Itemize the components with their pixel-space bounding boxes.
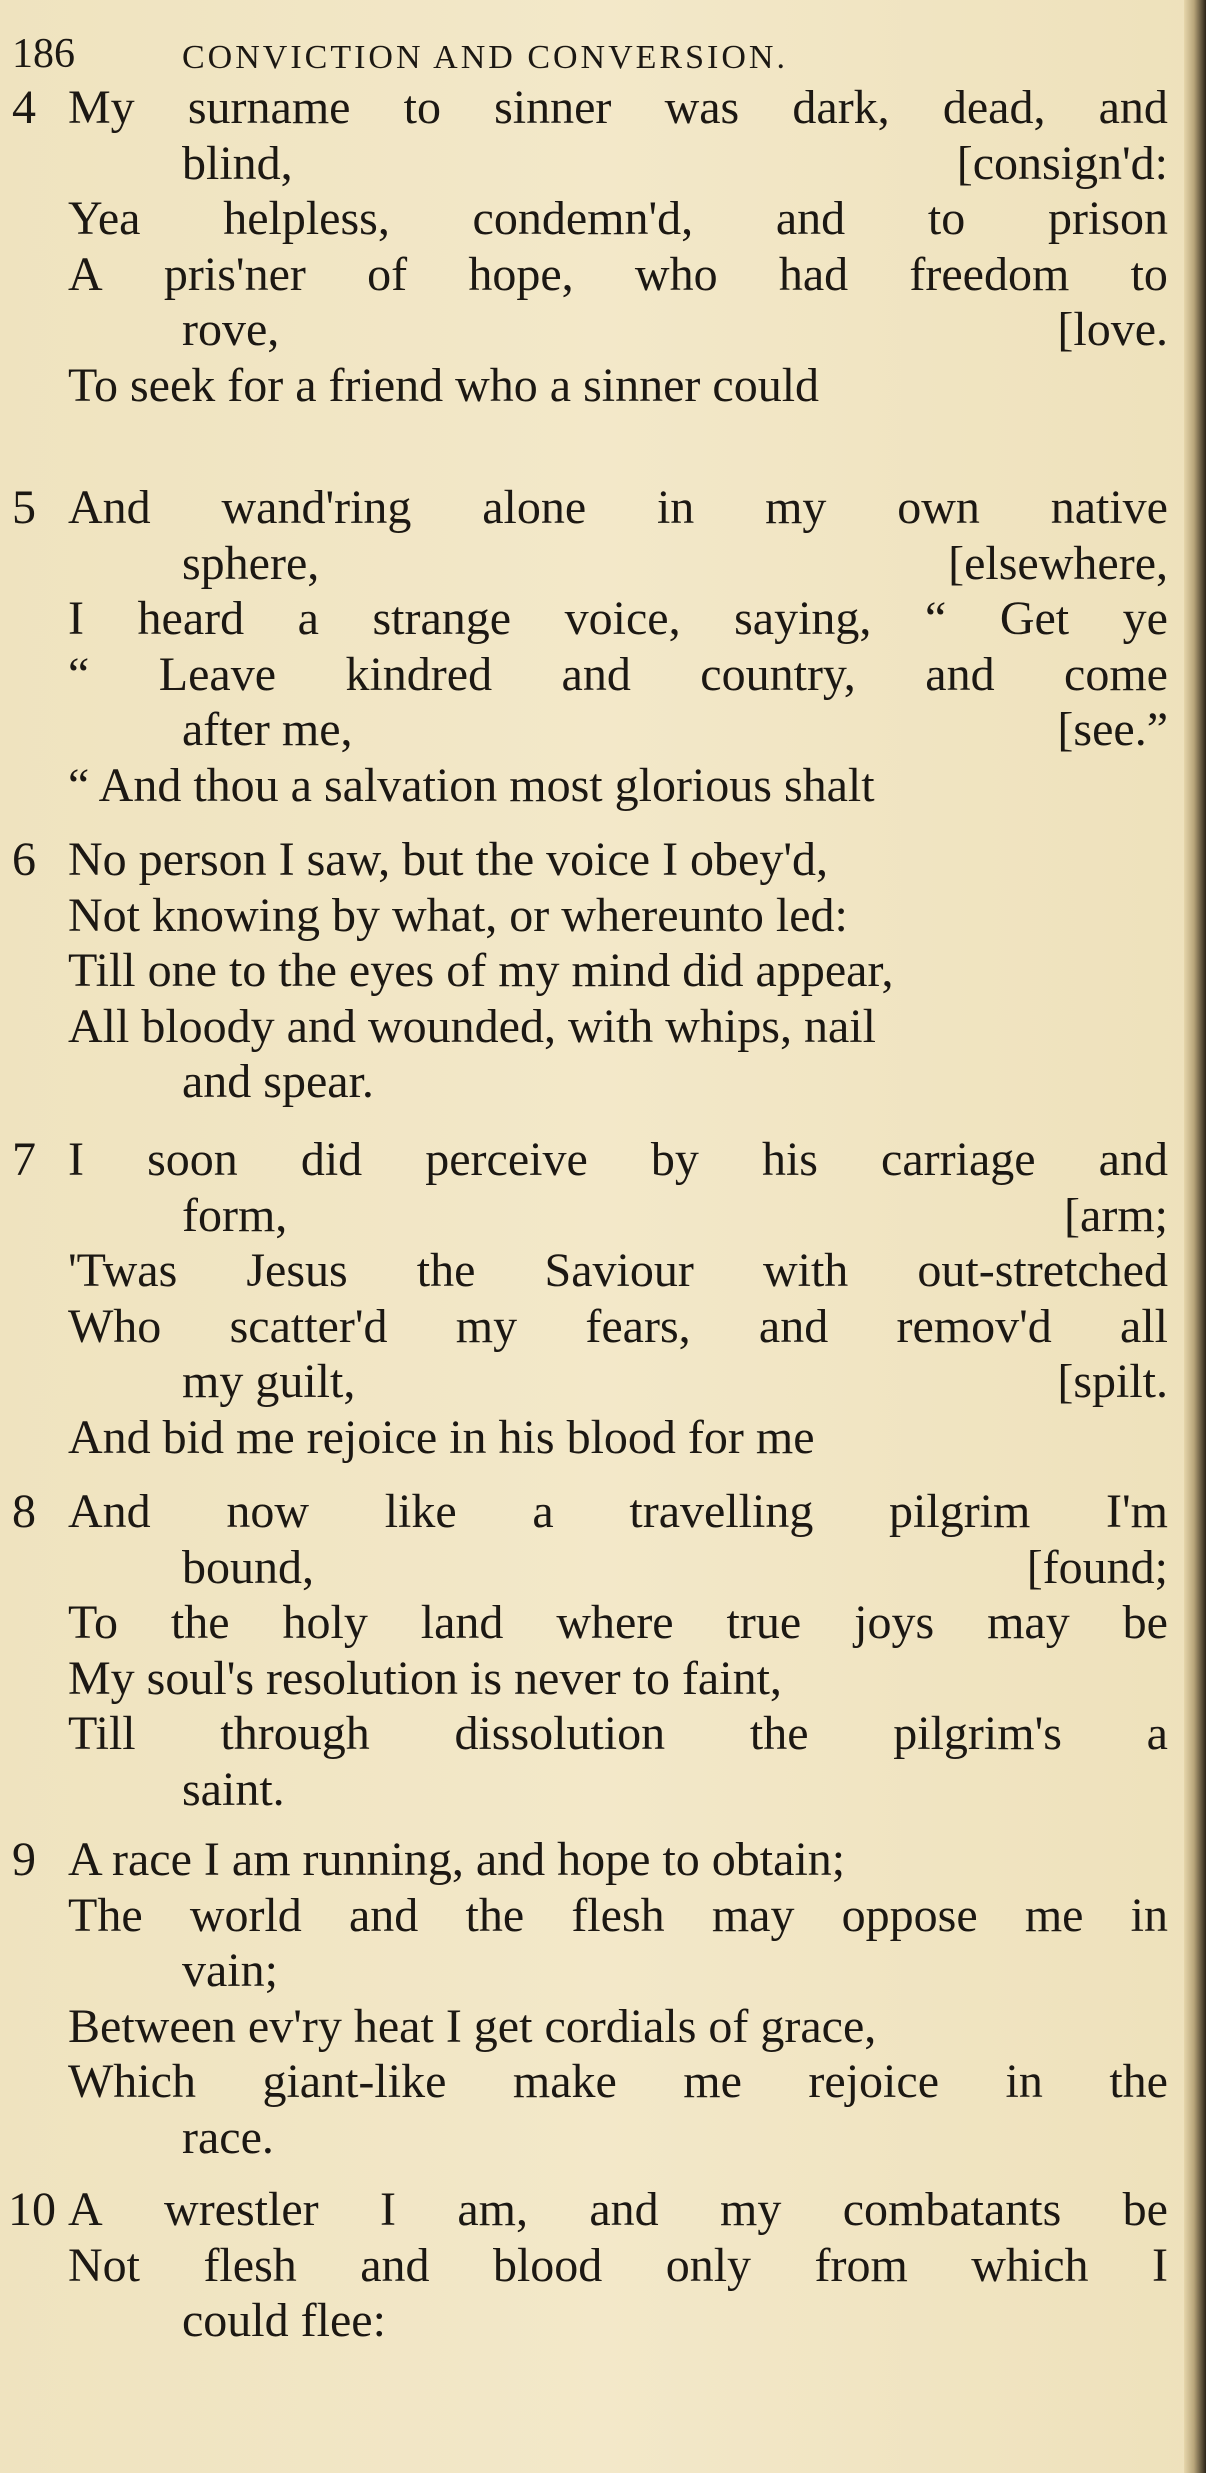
verse-line-text bbox=[68, 247, 1168, 303]
word: the bbox=[1109, 2055, 1168, 2108]
line-words: saint. bbox=[182, 1762, 285, 1816]
verse-line bbox=[0, 647, 1180, 703]
verse-line-text bbox=[68, 758, 1168, 814]
verse-line bbox=[0, 2110, 1180, 2166]
word: with bbox=[762, 1244, 849, 1297]
word: pilgrim's bbox=[893, 1707, 1062, 1760]
word: flesh bbox=[203, 2238, 297, 2292]
verse-line bbox=[0, 1354, 1180, 1410]
word: am, bbox=[457, 2183, 528, 2236]
verse-line bbox=[0, 1832, 1180, 1888]
word: giant-like bbox=[262, 2055, 447, 2108]
line-words: form, bbox=[182, 1188, 288, 1242]
line-words: and spear. bbox=[182, 1055, 374, 1108]
word: A bbox=[68, 247, 103, 301]
word: condemn'd, bbox=[472, 192, 694, 245]
turnover-words: [love. bbox=[1057, 303, 1168, 356]
verse-line bbox=[0, 80, 1180, 136]
turnover-words: [elsewhere, bbox=[948, 536, 1168, 590]
verse-line bbox=[0, 1188, 1180, 1244]
word: flesh bbox=[571, 1888, 665, 1942]
word: combatants bbox=[842, 2183, 1062, 2236]
verse-line bbox=[0, 758, 1180, 814]
word: blood bbox=[492, 2238, 603, 2292]
verse-line bbox=[0, 1888, 1180, 1944]
word: Leave bbox=[158, 647, 276, 701]
verse-line bbox=[0, 2293, 1180, 2349]
word: sinner bbox=[494, 81, 612, 134]
turnover-words: [found; bbox=[1026, 1540, 1168, 1594]
line-words: Till one to the eyes of my mind did appear, bbox=[68, 944, 894, 997]
verse-line bbox=[0, 1484, 1180, 1540]
verse-line bbox=[0, 702, 1180, 758]
word: me bbox=[1024, 1888, 1084, 1942]
word: which bbox=[971, 2238, 1089, 2292]
word: Jesus bbox=[246, 1244, 348, 1297]
verse-line-text bbox=[68, 2054, 1168, 2110]
running-head: CONVICTION AND CONVERSION. bbox=[182, 39, 788, 76]
verse-number: 5 bbox=[12, 481, 36, 534]
verse-line-text bbox=[68, 80, 1168, 136]
line-words: rove, bbox=[182, 303, 280, 356]
verse-line-text bbox=[68, 1595, 1168, 1651]
verse-line-text bbox=[68, 480, 1168, 536]
verse-number: 9 bbox=[12, 1833, 36, 1886]
word: A bbox=[68, 2183, 103, 2236]
word: wrestler bbox=[164, 2183, 319, 2236]
verse-line bbox=[0, 943, 1180, 999]
word: by bbox=[650, 1133, 699, 1186]
word: and bbox=[360, 2238, 430, 2292]
word: I bbox=[379, 2183, 396, 2236]
verse-line bbox=[0, 832, 1180, 888]
word: from bbox=[814, 2238, 908, 2292]
word: and bbox=[758, 1299, 829, 1353]
turnover-words: [arm; bbox=[1064, 1188, 1168, 1242]
verse-line-text bbox=[68, 1410, 1168, 1466]
verse-line bbox=[0, 247, 1180, 303]
word: where bbox=[556, 1596, 674, 1649]
word: rejoice bbox=[808, 2055, 939, 2108]
line-words: my guilt, bbox=[182, 1355, 356, 1408]
verse-line-text bbox=[68, 191, 1168, 247]
word: my bbox=[720, 2183, 782, 2236]
word: to bbox=[403, 81, 441, 134]
verse-line bbox=[0, 591, 1180, 647]
turnover-words: [consign'd: bbox=[956, 136, 1168, 190]
word: country, bbox=[700, 647, 856, 701]
line-words: Between ev'ry heat I get cordials of grace, bbox=[68, 1999, 877, 2053]
word: carriage bbox=[881, 1133, 1036, 1186]
verse-line-text bbox=[68, 1484, 1168, 1540]
word: remov'd bbox=[896, 1299, 1052, 1353]
word: “ bbox=[924, 592, 947, 645]
verse-line-text bbox=[68, 1832, 1168, 1888]
word: his bbox=[761, 1133, 818, 1186]
word: I bbox=[1152, 2238, 1168, 2292]
verse-line-text bbox=[182, 702, 1168, 758]
verse-line-text bbox=[182, 536, 1168, 592]
verse-line-text bbox=[68, 1999, 1168, 2055]
word: joys bbox=[854, 1596, 935, 1649]
line-words: vain; bbox=[182, 1944, 278, 1997]
word: To bbox=[68, 1596, 118, 1649]
verse-line bbox=[0, 1243, 1180, 1299]
line-words: And bid me rejoice in his blood for me bbox=[68, 1410, 815, 1464]
verse-number: 8 bbox=[12, 1485, 36, 1538]
word: wand'ring bbox=[221, 481, 412, 534]
verse-line bbox=[0, 1540, 1180, 1596]
word: in bbox=[1130, 1888, 1168, 1942]
word: And bbox=[68, 1485, 151, 1538]
verse-line-text bbox=[182, 1054, 1168, 1110]
verse-line bbox=[0, 1706, 1180, 1762]
word: helpless, bbox=[223, 192, 390, 245]
word: prison bbox=[1047, 192, 1168, 245]
word: And bbox=[68, 481, 151, 534]
word: come bbox=[1064, 647, 1168, 701]
word: ye bbox=[1122, 592, 1168, 645]
word: only bbox=[665, 2238, 752, 2292]
verse-number: 4 bbox=[12, 81, 36, 134]
word: like bbox=[384, 1485, 457, 1538]
verse-line bbox=[0, 1651, 1180, 1707]
word: I bbox=[68, 592, 84, 645]
verse-line bbox=[0, 2182, 1180, 2238]
word: I'm bbox=[1106, 1485, 1168, 1538]
verse-line-text bbox=[68, 1651, 1168, 1707]
word: all bbox=[1120, 1299, 1168, 1353]
verse-line-text bbox=[182, 2110, 1168, 2166]
word: Get bbox=[999, 592, 1070, 645]
verse-line-text bbox=[68, 832, 1168, 888]
word: who bbox=[634, 247, 718, 301]
verse-line-text bbox=[68, 647, 1168, 703]
word: a bbox=[297, 592, 319, 645]
word: world bbox=[189, 1888, 302, 1942]
word: freedom bbox=[909, 247, 1070, 301]
line-words: To seek for a friend who a sinner could bbox=[68, 358, 820, 412]
word: in bbox=[1005, 2055, 1043, 2108]
word: my bbox=[765, 481, 827, 534]
verse-line-text bbox=[68, 888, 1168, 944]
verse-line bbox=[0, 358, 1180, 414]
word: be bbox=[1122, 1596, 1168, 1649]
verse-line bbox=[0, 536, 1180, 592]
word: kindred bbox=[345, 647, 493, 701]
word: perceive bbox=[425, 1133, 588, 1186]
word: to bbox=[1130, 247, 1168, 301]
verse-line bbox=[0, 480, 1180, 536]
word: may bbox=[987, 1596, 1070, 1649]
word: Which bbox=[68, 2055, 196, 2108]
verse-line bbox=[0, 888, 1180, 944]
word: scatter'd bbox=[229, 1299, 388, 1353]
verse-line-text bbox=[182, 1188, 1168, 1244]
verse-line-text bbox=[182, 1943, 1168, 1999]
word: I bbox=[68, 1133, 84, 1186]
word: had bbox=[778, 247, 849, 301]
verse-line-text bbox=[182, 1540, 1168, 1596]
verse-number: 10 bbox=[8, 2183, 56, 2236]
word: surname bbox=[187, 81, 351, 134]
word: did bbox=[300, 1133, 363, 1186]
word: dissolution bbox=[454, 1707, 666, 1760]
verse-line bbox=[0, 999, 1180, 1055]
word: oppose bbox=[841, 1888, 978, 1942]
word: my bbox=[455, 1299, 518, 1353]
word: 'Twas bbox=[68, 1244, 178, 1297]
verse-line bbox=[0, 1943, 1180, 1999]
word: in bbox=[656, 481, 695, 534]
verse-line bbox=[0, 1595, 1180, 1651]
turnover-words: [spilt. bbox=[1057, 1355, 1168, 1408]
word: the bbox=[465, 1888, 525, 1942]
verse-line-text bbox=[68, 591, 1168, 647]
word: saying, bbox=[734, 592, 872, 645]
turnover-words: [see.” bbox=[1057, 703, 1168, 756]
word: a bbox=[532, 1485, 554, 1538]
verse-line-text bbox=[182, 136, 1168, 192]
word: dead, bbox=[942, 81, 1046, 134]
line-words: Not knowing by what, or whereunto led: bbox=[68, 888, 848, 942]
word: a bbox=[1146, 1707, 1168, 1760]
verse-line-text bbox=[68, 2182, 1168, 2238]
word: now bbox=[226, 1485, 310, 1538]
verse-line bbox=[0, 2238, 1180, 2294]
verse-line-text bbox=[68, 999, 1168, 1055]
verse-line bbox=[0, 1999, 1180, 2055]
word: Yea bbox=[68, 192, 141, 245]
verse-line-text bbox=[182, 302, 1168, 358]
word: the bbox=[170, 1596, 230, 1649]
verse-line bbox=[0, 302, 1180, 358]
word: was bbox=[664, 81, 740, 134]
word: pris'ner bbox=[163, 247, 306, 301]
line-words: after me, bbox=[182, 703, 353, 756]
word: voice, bbox=[564, 592, 681, 645]
word: make bbox=[512, 2055, 617, 2108]
verse-line-text bbox=[182, 1762, 1168, 1818]
verse-line bbox=[0, 191, 1180, 247]
word: land bbox=[420, 1596, 504, 1649]
line-words: bound, bbox=[182, 1540, 314, 1594]
verse-line bbox=[0, 1299, 1180, 1355]
word: and bbox=[925, 647, 995, 701]
verse-line bbox=[0, 136, 1180, 192]
verse-line-text bbox=[68, 1132, 1168, 1188]
word: soon bbox=[147, 1133, 238, 1186]
word: the bbox=[416, 1244, 476, 1297]
word: The bbox=[68, 1888, 143, 1942]
word: heard bbox=[137, 592, 245, 645]
word: My bbox=[68, 81, 135, 134]
word: and bbox=[1098, 81, 1168, 134]
word: pilgrim bbox=[889, 1485, 1031, 1538]
word: may bbox=[711, 1888, 795, 1942]
word: and bbox=[348, 1888, 419, 1942]
verse-line-text bbox=[68, 1706, 1168, 1762]
word: fears, bbox=[585, 1299, 691, 1353]
line-words: race. bbox=[182, 2110, 274, 2164]
verse-line-text bbox=[68, 2238, 1168, 2294]
word: through bbox=[220, 1707, 370, 1760]
verse-line bbox=[0, 1132, 1180, 1188]
word: holy bbox=[282, 1596, 368, 1649]
line-words: No person I saw, but the voice I obey'd, bbox=[68, 833, 829, 886]
word: out-stretched bbox=[917, 1244, 1168, 1297]
word: to bbox=[927, 192, 966, 245]
verse-line bbox=[0, 1762, 1180, 1818]
line-words: My soul's resolution is never to faint, bbox=[68, 1651, 782, 1705]
verse-line-text bbox=[68, 1888, 1168, 1944]
line-words: could flee: bbox=[182, 2294, 386, 2347]
page-edge bbox=[1184, 0, 1206, 2473]
word: and bbox=[1098, 1133, 1168, 1186]
verse-number: 7 bbox=[12, 1133, 36, 1186]
line-words: All bloody and wounded, with whips, nail bbox=[68, 999, 876, 1053]
word: and bbox=[561, 647, 631, 701]
line-words: blind, bbox=[182, 136, 293, 190]
word: hope, bbox=[468, 247, 574, 301]
word: the bbox=[749, 1707, 809, 1760]
verse-line-text bbox=[68, 1243, 1168, 1299]
word: travelling bbox=[629, 1485, 814, 1538]
page-header bbox=[12, 24, 1172, 84]
word: be bbox=[1122, 2183, 1168, 2236]
word: Saviour bbox=[544, 1244, 694, 1297]
line-words: A race I am running, and hope to obtain; bbox=[68, 1833, 846, 1886]
verse-line bbox=[0, 1410, 1180, 1466]
word: Not bbox=[68, 2238, 140, 2292]
verse-line-text bbox=[182, 2293, 1168, 2349]
word: own bbox=[897, 481, 980, 534]
line-words: sphere, bbox=[182, 536, 320, 590]
word: “ bbox=[68, 647, 90, 701]
verse-line-text bbox=[68, 358, 1168, 414]
verse-line-text bbox=[68, 1299, 1168, 1355]
word: dark, bbox=[792, 81, 890, 134]
verse-line-text bbox=[182, 1354, 1168, 1410]
verse-line bbox=[0, 2054, 1180, 2110]
line-words: “ And thou a salvation most glorious shalt bbox=[68, 758, 875, 812]
verse-line bbox=[0, 1054, 1180, 1110]
word: of bbox=[367, 247, 408, 301]
word: alone bbox=[482, 481, 587, 534]
word: me bbox=[683, 2055, 742, 2108]
word: and bbox=[775, 192, 846, 245]
word: Who bbox=[68, 1299, 162, 1353]
word: strange bbox=[372, 592, 512, 645]
word: true bbox=[726, 1596, 802, 1649]
page-number: 186 bbox=[12, 31, 75, 77]
verse-line-text bbox=[68, 943, 1168, 999]
word: native bbox=[1050, 481, 1168, 534]
word: and bbox=[589, 2183, 659, 2236]
verse-number: 6 bbox=[12, 833, 36, 886]
word: Till bbox=[68, 1707, 136, 1760]
